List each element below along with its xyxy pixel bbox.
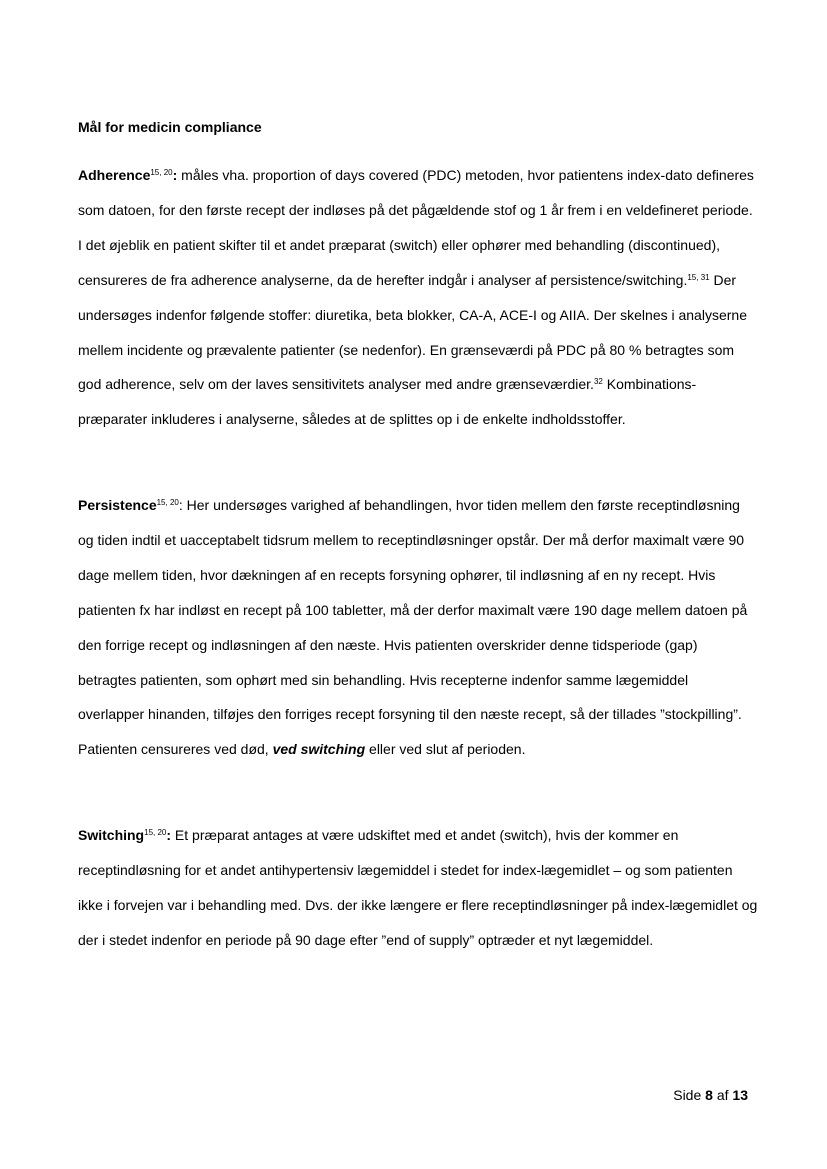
- page-number-footer: [673, 1086, 748, 1104]
- total-page-count: 13: [732, 1087, 748, 1103]
- citation-adherence-term: 15, 20: [150, 168, 173, 177]
- switching-text-1: Et præparat antages at være udskiftet med et andet (switch), hvis der kommer en receptindløsning for et andet antihypertensiv lægemiddel i stedet for index-lægemidlet – og som patienten ikke i forvejen var i behandling med. Dvs. der ikke længere er flere receptindløsninger på index-lægemidlet og der i stedet indenfor en periode på 90 dage efter ”end of supply” optræder et nyt lægemiddel.: [78, 827, 758, 948]
- citation-adherence-1: 15, 31: [687, 272, 710, 282]
- persistence-emphasis: ved switching: [272, 741, 366, 758]
- persistence-text-2: eller ved slut af perioden.: [365, 741, 526, 758]
- current-page-number: 8: [705, 1087, 713, 1103]
- term-adherence: Adherence: [78, 167, 151, 183]
- paragraph-adherence: [78, 158, 758, 437]
- citation-persistence-term: 15, 20: [156, 498, 179, 507]
- term-persistence: Persistence: [78, 497, 157, 513]
- citation-adherence-2: 32: [593, 377, 603, 387]
- paragraph-persistence: [78, 488, 758, 767]
- persistence-text-1: : Her undersøges varighed af behandlingen, hvor tiden mellem den første receptindløsning og tiden indtil et uacceptabelt tidsrum mellem to receptindløsninger opstår. Der må derfor maximalt være 90 dage mellem tiden, hvor dækningen af en recepts forsyning ophører, til indløsning af en ny recept. Hvis patienten fx har indløst en recept på 100 tabletter, må der derfor maximalt være 190 dage mellem datoen på den forrige recept og indløsningen af den næste. Hvis patienten overskrider denne tidsperiode (gap) betragtes patienten, som ophørt med sin behandling. Hvis recepterne indenfor samme lægemiddel overlapper hinanden, tilføjes den forriges recept forsyning til den næste recept, så der tillades ”stockpilling”. Patienten censureres ved død,: [78, 497, 748, 758]
- term-adherence-colon: :: [172, 167, 178, 183]
- adherence-text-1: måles vha. proportion of days covered (PDC) metoden, hvor patientens index-dato defineres som datoen, for den første recept der indløses på det pågældende stof og 1 år frem i en veldefineret periode. I det øjeblik en patient skifter til et andet præparat (switch) eller ophører med behandling (discontinued), censureres de fra adherence analyserne, da de herefter indgår i analyser af persistence/switching.: [78, 167, 754, 288]
- section-heading: Mål for medicin compliance: [78, 119, 262, 135]
- adherence-text-3: Kombinations-præparater inkluderes i analyserne, således at de splittes op i de enkelte indholdsstoffer.: [78, 376, 697, 428]
- paragraph-switching: [78, 818, 758, 958]
- citation-switching-term: 15, 20: [144, 828, 167, 837]
- adherence-text-2: Der undersøges indenfor følgende stoffer: diuretika, beta blokker, CA-A, ACE-I og AIIA. Der skelnes i analyserne mellem incidente og prævalente patienter (se nedenfor). En grænseværdi på PDC på 80 % betragtes som god adherence, selv om der laves sensitivitets analyser med andre grænseværdier.: [78, 271, 747, 393]
- term-switching: Switching: [78, 827, 145, 843]
- page-number-prefix: Side: [673, 1087, 706, 1103]
- term-switching-colon: :: [166, 827, 172, 843]
- page-number-middle: af: [712, 1087, 733, 1103]
